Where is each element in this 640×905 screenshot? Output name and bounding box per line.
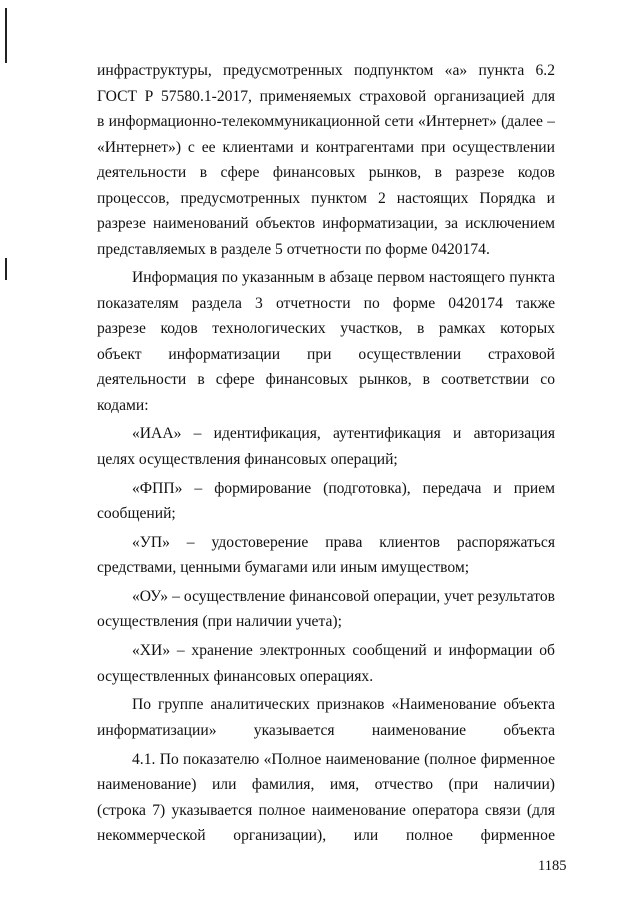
text-line: (строка 7) указывается полное наименование оператора связи (для xyxy=(97,801,555,819)
text-line: представляемых в разделе 5 отчетности по форме 0420174. xyxy=(97,240,490,258)
page-number: 1185 xyxy=(538,858,567,874)
text-line: «ФПП» – формирование (подготовка), передача и прием xyxy=(132,479,555,497)
text-line: средствами, ценными бумагами или иным имуществом; xyxy=(97,559,470,577)
text-line: «ИАА» – идентификация, аутентификация и авторизация xyxy=(132,425,555,443)
text-line: 4.1. По показателю «Полное наименование (полное фирменное xyxy=(132,750,555,768)
text-line: осуществления (при наличии учета); xyxy=(97,613,342,631)
text-line: целях осуществления финансовых операций; xyxy=(97,450,398,468)
paragraph xyxy=(97,747,555,849)
text-line: наименование) или фамилия, имя, отчество (при наличии) xyxy=(97,776,555,793)
text-line: объект информатизации при осуществлении страховой xyxy=(97,345,555,363)
paragraph xyxy=(97,265,555,418)
text-line: «Интернет») с ее клиентами и контрагентами при осуществлении xyxy=(97,138,555,156)
paragraph xyxy=(97,692,555,743)
paragraph xyxy=(97,530,555,581)
paragraph xyxy=(97,421,555,472)
text-line: некоммерческой организации), или полное фирменное xyxy=(97,827,555,844)
text-line: показателям раздела 3 отчетности по форме 0420174 также xyxy=(97,294,555,312)
text-line: сообщений; xyxy=(97,505,176,523)
scan-margin-mark xyxy=(5,8,7,63)
text-line: «ХИ» – хранение электронных сообщений и информации об xyxy=(132,642,555,660)
text-line: кодами: xyxy=(97,396,149,414)
text-line: инфраструктуры, предусмотренных подпунктом «а» пункта 6.2 xyxy=(97,62,555,79)
text-line: ГОСТ Р 57580.1-2017, применяемых страховой организацией для xyxy=(97,87,555,105)
text-line: Информация по указанным в абзаце первом настоящего пункта xyxy=(132,269,555,287)
paragraph xyxy=(97,58,555,262)
text-line: осуществленных финансовых операциях. xyxy=(97,667,374,685)
text-line: процессов, предусмотренных пунктом 2 настоящих Порядка и xyxy=(97,189,555,207)
text-line: деятельности в сфере финансовых рынков, в соответствии со xyxy=(97,371,555,389)
text-line: «УП» – удостоверение права клиентов распоряжаться xyxy=(132,533,555,551)
text-line: деятельности в сфере финансовых рынков, в разрезе кодов xyxy=(97,164,555,181)
text-line: разрезе кодов технологических участков, в рамках которых xyxy=(97,320,555,338)
text-line: «ОУ» – осуществление финансовой операции, учет результатов xyxy=(132,587,555,605)
text-line: в информационно-телекоммуникационной сети «Интернет» (далее – xyxy=(97,113,555,130)
paragraph xyxy=(97,476,555,527)
paragraph xyxy=(97,638,555,689)
document-body xyxy=(97,58,555,852)
text-line: информатизации» указывается наименование объекта xyxy=(97,721,555,739)
paragraph xyxy=(97,584,555,635)
text-line: По группе аналитических признаков «Наименование объекта xyxy=(132,696,555,714)
scan-margin-mark xyxy=(5,258,7,280)
text-line: разрезе наименований объектов информатизации, за исключением xyxy=(97,215,555,232)
